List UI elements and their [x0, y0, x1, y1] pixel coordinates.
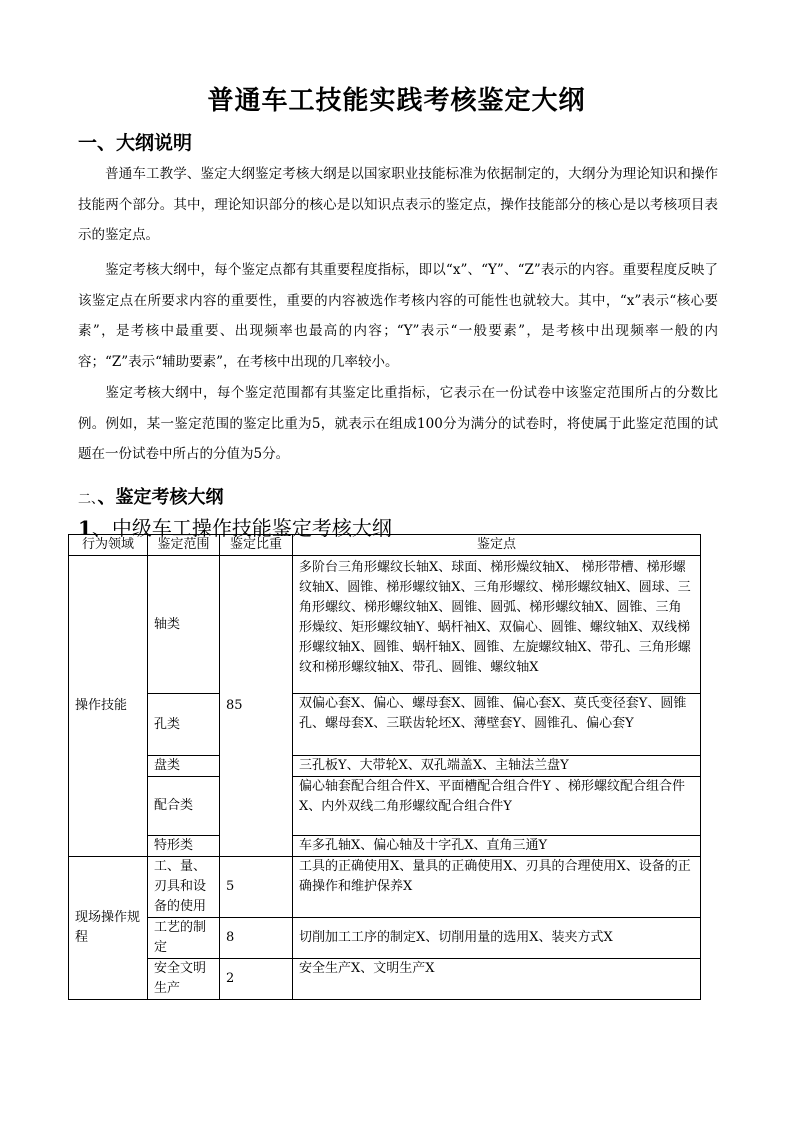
subsection-title: 、中级车工操作技能鉴定考核大纲	[91, 516, 392, 540]
domain-cell: 现场操作规程	[69, 857, 148, 1000]
scope-cell: 配合类	[148, 777, 220, 836]
paragraph-2	[78, 255, 718, 377]
points-cell: 双偏心套X、偏心、螺母套X、圆锥、偏心套X、莫氏变径套Y、圆锥孔、螺母套X、三联齿轮坯X、薄壁套Y、圆锥孔、偏心套Y	[293, 694, 701, 756]
points-cell: 安全生产X、文明生产X	[293, 959, 701, 1000]
weight-cell: 5	[220, 857, 293, 918]
subsection-number: 1	[78, 516, 92, 540]
document-title: 普通车工技能实践考核鉴定大纲	[207, 86, 586, 116]
scope-cell: 工艺的制定	[148, 918, 220, 959]
scope-cell: 工、量、刃具和设备的使用	[148, 857, 220, 918]
scope-cell: 盘类	[148, 756, 220, 777]
points-cell: 工具的正确使用X、量具的正确使用X、刃具的合理使用X、设备的正确操作和维护保养X	[293, 857, 701, 918]
points-cell: 多阶台三角形螺纹长轴X、球面、梯形燥纹轴X、 梯形带槽、梯形螺纹轴X、圆锥、梯形螺纹铀X、三角形螺纹、梯形螺纹轴X、圆球、三角形螺纹、梯形螺纹轴X、圆锥、圆弧、梯形螺纹轴X、圆锥、三角形燥纹、矩形螺纹轴Y、蜗杆袖X、双偏心、圆锥、螺纹轴X、双线梯形螺纹轴X、圆锥、蜗杆轴X、圆锥、左旋螺纹轴X、带孔、三角形螺纹和梯形螺纹轴X、带孔、圆锥、螺纹轴X	[293, 556, 701, 694]
paragraph-2-text: 鉴定考核大纲中，每个鉴定点都有其重要程度指标，即以“x”、“Y”、“Z”表示的内容。重要程度反映了该鉴定点在所要求内容的重要性，重要的内容被选作考核内容的可能性也就较大。其中，“x”表示“核心要素”，是考核中最重要、出现频率也最高的内容；“Y”表示“一般要素”，是考核中出现频率一般的内容；“Z”表示“辅助要素”，在考核中出现的几率较小。	[78, 262, 718, 370]
scope-cell: 安全文明生产	[148, 959, 220, 1000]
points-cell: 车多孔轴X、偏心轴及十字孔X、直角三通Y	[293, 836, 701, 857]
paragraph-1	[78, 159, 718, 251]
weight-cell: 2	[220, 959, 293, 1000]
header-weight: 鉴定比重	[220, 535, 293, 556]
scope-cell: 孔类	[148, 694, 220, 756]
table-row	[69, 959, 701, 1000]
paragraph-1-text: 普通车工教学、鉴定大纲鉴定考核大纲是以国家职业技能标准为依据制定的，大纲分为理论知识和操作技能两个部分。其中，理论知识部分的核心是以知识点表示的鉴定点，操作技能部分的核心是以考核项目表示的鉴定点。	[78, 166, 718, 243]
weight-cell: 8	[220, 918, 293, 959]
table-row	[69, 918, 701, 959]
domain-cell: 操作技能	[69, 556, 148, 857]
table-row	[69, 857, 701, 918]
table-row	[69, 836, 701, 857]
paragraph-3	[78, 378, 718, 470]
table-row	[69, 556, 701, 694]
table-row	[69, 756, 701, 777]
points-cell: 三孔板Y、大带轮X、双孔端盖X、主轴法兰盘Y	[293, 756, 701, 777]
header-points: 鉴定点	[293, 535, 701, 556]
header-domain: 行为领域	[69, 535, 148, 556]
header-scope: 鉴定范围	[148, 535, 220, 556]
section-heading-text: 、鉴定考核大纲	[97, 487, 224, 508]
scope-cell: 特形类	[148, 836, 220, 857]
section-heading-outline: 一、大纲说明	[78, 132, 193, 154]
points-cell: 切削加工工序的制定X、切削用量的选用X、装夹方式X	[293, 918, 701, 959]
table-row	[69, 777, 701, 836]
table-header-row	[69, 535, 701, 556]
table-row	[69, 694, 701, 756]
assessment-table	[68, 534, 701, 1000]
points-cell: 偏心轴套配合组合件X、平面槽配合组合件Y 、梯形螺纹配合组合件X、内外双线二角形螺纹配合组合件Y	[293, 777, 701, 836]
section-heading-prefix: 二、	[78, 492, 98, 507]
paragraph-3-text: 鉴定考核大纲中，每个鉴定范围都有其鉴定比重指标，它表示在一份试卷中该鉴定范围所占的分数比例。例如，某一鉴定范围的鉴定比重为5，就表示在组成100分为满分的试卷时，将使属于此鉴定范围的试题在一份试卷中所占的分值为5分。	[78, 385, 718, 462]
scope-cell: 轴类	[148, 556, 220, 694]
section-heading-outline-2	[78, 483, 224, 509]
weight-cell: 85	[220, 556, 293, 857]
